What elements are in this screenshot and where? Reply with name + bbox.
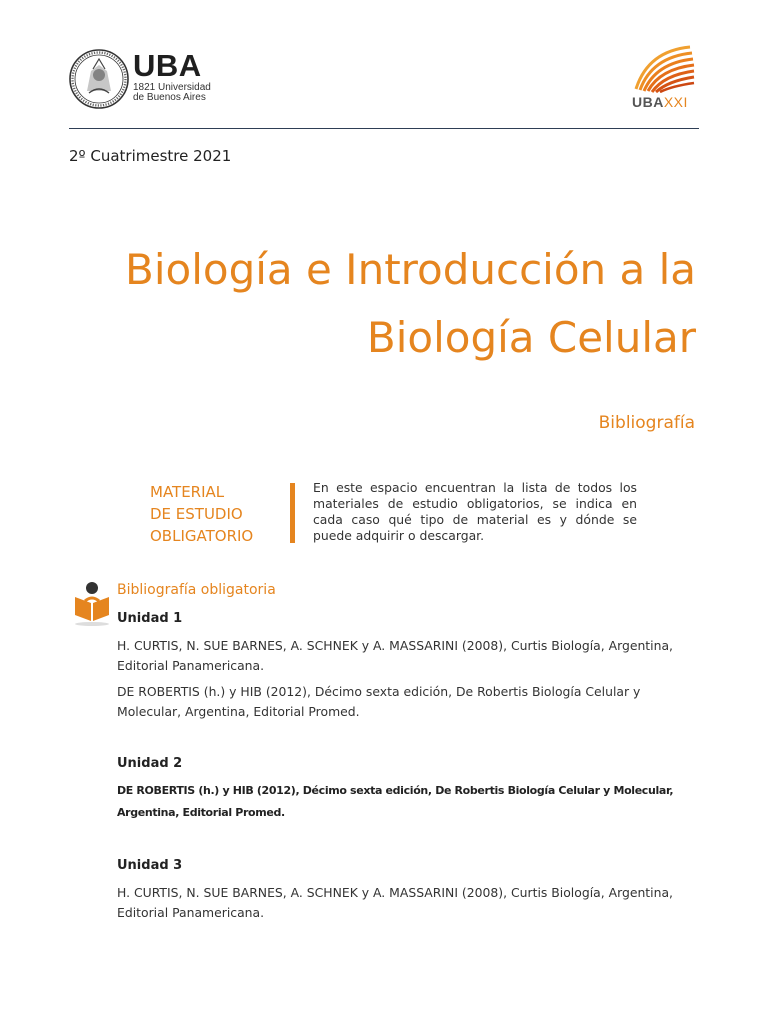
bibliography-entry: H. CURTIS, N. SUE BARNES, A. SCHNEK y A. MASSARINI (2008), Curtis Biología, Argentina, Editorial Panamericana. bbox=[117, 885, 673, 920]
document-title-line-1: Biología e Introducción a la bbox=[125, 245, 696, 294]
callout-label-line-3: OBLIGATORIO bbox=[150, 527, 254, 545]
callout-accent-bar bbox=[290, 483, 295, 543]
reading-person-icon bbox=[72, 581, 112, 627]
unit-heading-1: Unidad 1 bbox=[117, 611, 183, 626]
section-heading: Bibliografía obligatoria bbox=[117, 582, 276, 598]
bibliography-entry: H. CURTIS, N. SUE BARNES, A. SCHNEK y A. MASSARINI (2008), Curtis Biología, Argentina, Editorial Panamericana. bbox=[117, 638, 673, 673]
uba-subline-1: 1821 Universidad bbox=[133, 82, 211, 93]
document-title-line-2: Biología Celular bbox=[366, 313, 696, 362]
uba-wordmark: UBA bbox=[133, 48, 202, 83]
bibliography-entry: DE ROBERTIS (h.) y HIB (2012), Décimo sexta edición, De Robertis Biología Celular y Molecular, Argentina, Editorial Promed. bbox=[117, 784, 674, 819]
uba-subline-2: de Buenos Aires bbox=[133, 92, 206, 103]
ubaxxi-wordmark-accent: XXI bbox=[663, 94, 688, 110]
callout-label-line-2: DE ESTUDIO bbox=[150, 505, 243, 523]
uba-seal-icon bbox=[69, 47, 129, 111]
callout-text: En este espacio encuentran la lista de todos los materiales de estudio obligatorios, se indica en cada caso qué tipo de material es y dónde se puede adquirir o descargar. bbox=[313, 480, 637, 543]
unit-heading-3: Unidad 3 bbox=[117, 858, 183, 873]
term-label: 2º Cuatrimestre 2021 bbox=[69, 147, 232, 165]
ubaxxi-wordmark-main: UBA bbox=[632, 94, 664, 110]
ubaxxi-arcs-icon bbox=[630, 43, 696, 93]
document-title bbox=[125, 236, 696, 372]
document-subtitle: Bibliografía bbox=[598, 413, 695, 433]
callout-label bbox=[150, 481, 253, 547]
header-divider bbox=[69, 128, 699, 129]
callout-label-line-1: MATERIAL bbox=[150, 483, 225, 501]
bibliography-entry: DE ROBERTIS (h.) y HIB (2012), Décimo sexta edición, De Robertis Biología Celular y Molecular, Argentina, Editorial Promed. bbox=[117, 684, 641, 719]
ubaxxi-wordmark bbox=[632, 95, 688, 109]
uba-subline bbox=[133, 83, 211, 103]
unit-heading-2: Unidad 2 bbox=[117, 756, 183, 771]
